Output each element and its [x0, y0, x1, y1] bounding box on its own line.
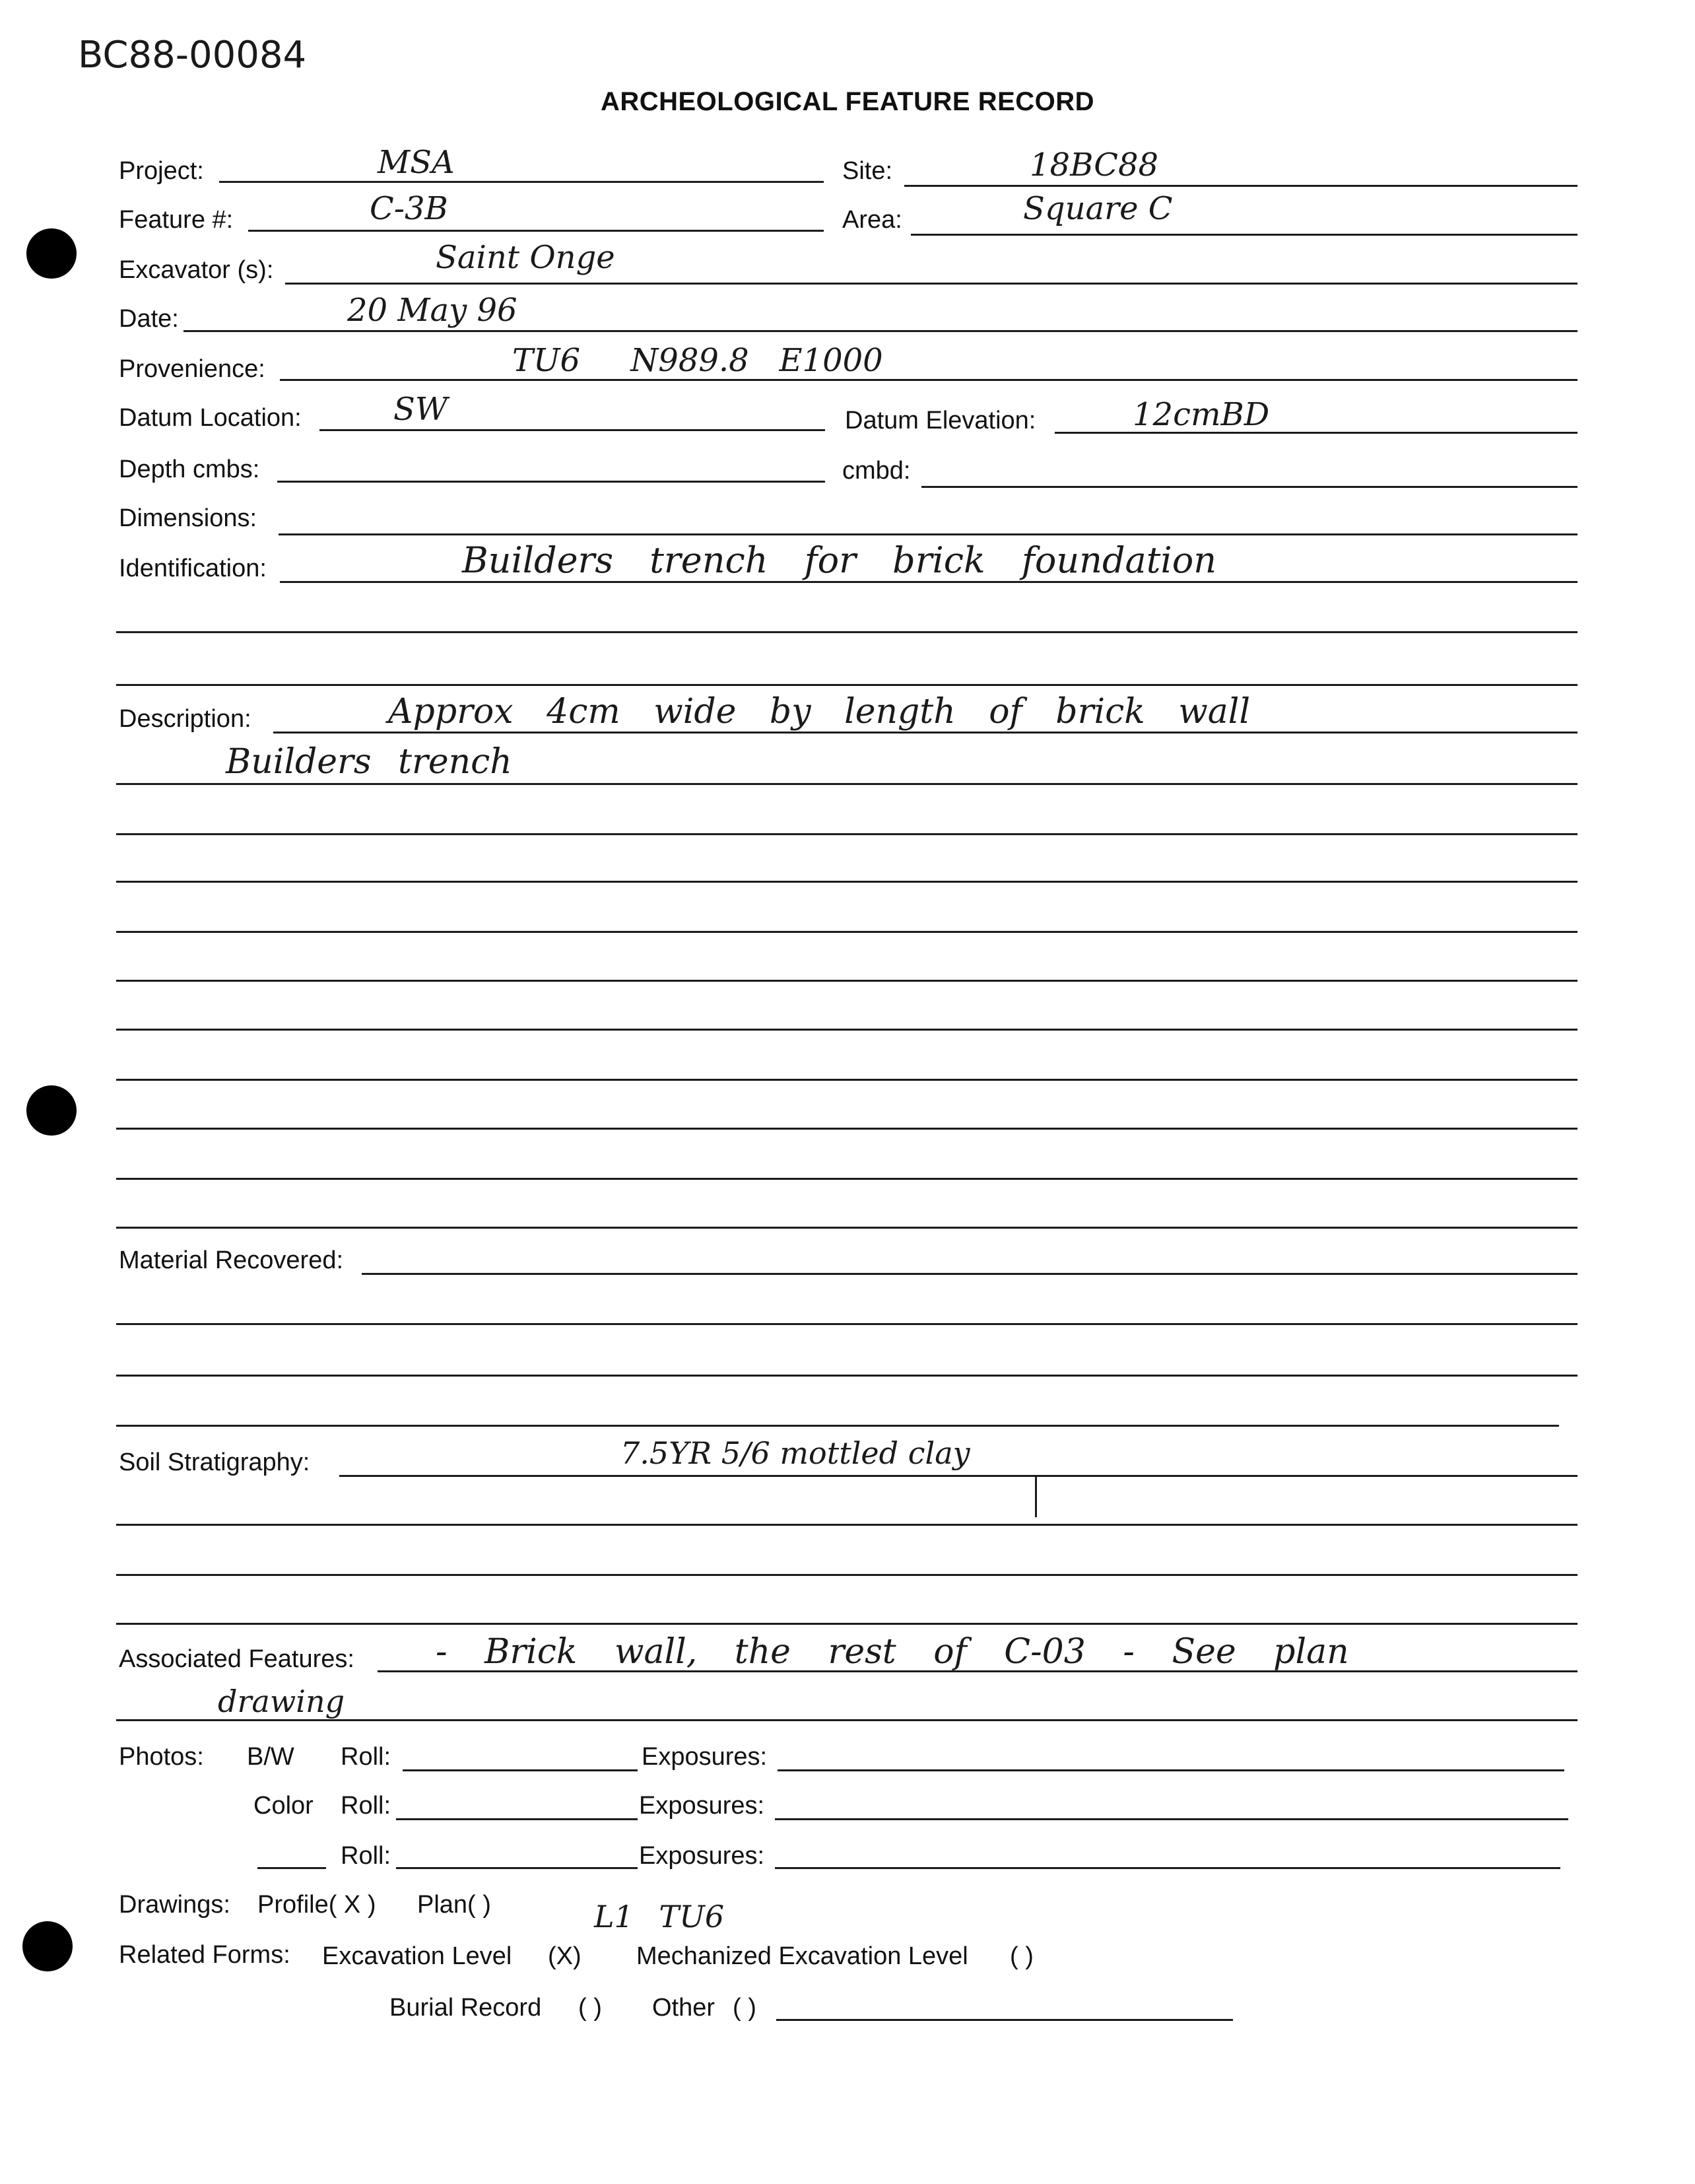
excavator-label: Excavator (s): — [119, 256, 274, 284]
description-extra-line — [116, 1029, 1578, 1031]
site-line — [904, 185, 1578, 187]
photo-bw-roll-label: Roll: — [341, 1743, 391, 1771]
description-extra-line — [116, 783, 1578, 785]
associated-value-line1: - Brick wall, the rest of C-03 - See plan — [436, 1632, 1349, 1672]
photo-other-exposures-label: Exposures: — [639, 1842, 765, 1870]
soil-extra-line — [116, 1574, 1578, 1576]
drawings-note: L1 TU6 — [594, 1899, 725, 1934]
area-value: Square C — [1023, 190, 1173, 227]
drawings-profile: Profile( X ) — [257, 1891, 376, 1919]
description-line — [273, 732, 1578, 734]
identification-extra-line — [116, 631, 1578, 633]
identification-extra-line — [116, 684, 1578, 686]
photo-bw-type: B/W — [247, 1743, 294, 1771]
material-line — [362, 1273, 1578, 1275]
feature-line — [248, 230, 824, 232]
punch-hole-middle — [26, 1085, 77, 1136]
dimensions-label: Dimensions: — [119, 504, 257, 532]
photo-other-exposures-line — [775, 1867, 1560, 1869]
identification-value: Builders trench for brick foundation — [462, 539, 1216, 581]
datum-location-label: Datum Location: — [119, 404, 302, 432]
description-label: Description: — [119, 705, 251, 733]
area-label: Area: — [842, 206, 902, 234]
cmbd-label: cmbd: — [842, 457, 911, 485]
soil-extra-line — [116, 1524, 1578, 1526]
project-value: MSA — [378, 144, 455, 181]
datum-location-line — [319, 429, 825, 431]
associated-extra-line — [116, 1719, 1578, 1721]
related-mechanized-level-mark: ( ) — [1010, 1942, 1034, 1970]
description-value-line2: Builders trench — [226, 742, 512, 782]
date-label: Date: — [119, 305, 179, 333]
material-extra-line — [116, 1323, 1578, 1325]
photo-bw-exposures-line — [778, 1769, 1564, 1771]
document-id: BC88-00084 — [78, 34, 307, 77]
drawings-label: Drawings: — [119, 1891, 230, 1919]
related-other-mark: ( ) — [733, 1994, 756, 2022]
description-extra-line — [116, 1128, 1578, 1130]
provenience-value: TU6 N989.8 E1000 — [512, 342, 883, 379]
datum-elevation-label: Datum Elevation: — [845, 407, 1036, 434]
project-line — [219, 181, 824, 183]
cmbd-line — [921, 486, 1578, 488]
related-excavation-level-mark: (X) — [548, 1942, 582, 1970]
related-other-line — [776, 2019, 1233, 2021]
datum-location-value: SW — [393, 391, 448, 428]
related-other: Other — [652, 1994, 715, 2022]
identification-line — [280, 581, 1578, 583]
description-extra-line — [116, 833, 1578, 835]
depth-line — [277, 481, 825, 483]
punch-hole-bottom — [22, 1921, 73, 1971]
photo-color-roll-line — [396, 1818, 638, 1820]
description-extra-line — [116, 1079, 1578, 1081]
excavator-value: Saint Onge — [436, 239, 615, 276]
description-extra-line — [116, 931, 1578, 933]
soil-label: Soil Stratigraphy: — [119, 1449, 310, 1476]
photo-color-exposures-line — [775, 1818, 1568, 1820]
site-label: Site: — [842, 157, 893, 185]
material-label: Material Recovered: — [119, 1246, 344, 1274]
photo-color-type: Color — [253, 1792, 314, 1820]
photo-other-roll-label: Roll: — [341, 1842, 391, 1870]
depth-label: Depth cmbs: — [119, 456, 260, 483]
photo-other-type-line — [257, 1867, 326, 1869]
provenience-label: Provenience: — [119, 355, 265, 383]
soil-value: 7.5YR 5/6 mottled clay — [620, 1435, 970, 1471]
photo-other-roll-line — [396, 1867, 638, 1869]
date-line — [183, 330, 1578, 332]
photo-color-roll-label: Roll: — [341, 1792, 391, 1820]
area-line — [911, 234, 1578, 236]
associated-label: Associated Features: — [119, 1645, 354, 1673]
drawings-plan: Plan( ) — [417, 1891, 491, 1919]
date-value: 20 May 96 — [347, 292, 517, 329]
photo-bw-exposures-label: Exposures: — [642, 1743, 768, 1771]
description-extra-line — [116, 881, 1578, 883]
identification-label: Identification: — [119, 555, 267, 582]
related-forms-label: Related Forms: — [119, 1941, 290, 1969]
dimensions-line — [279, 533, 1578, 535]
provenience-line — [280, 379, 1578, 381]
soil-extra-line — [116, 1623, 1578, 1625]
associated-value-line2: drawing — [218, 1684, 345, 1719]
site-value: 18BC88 — [1030, 147, 1159, 184]
soil-handwritten-stroke — [1035, 1475, 1037, 1517]
photos-label: Photos: — [119, 1743, 204, 1771]
material-extra-line — [116, 1425, 1559, 1427]
material-extra-line — [116, 1375, 1578, 1377]
description-extra-line — [116, 1227, 1578, 1229]
soil-line — [339, 1475, 1578, 1477]
form-title: ARCHEOLOGICAL FEATURE RECORD — [600, 87, 1095, 116]
related-mechanized-level: Mechanized Excavation Level — [636, 1942, 968, 1970]
related-burial-record-mark: ( ) — [578, 1994, 602, 2022]
related-burial-record: Burial Record — [389, 1994, 542, 2022]
photo-color-exposures-label: Exposures: — [639, 1792, 765, 1820]
feature-value: C-3B — [370, 190, 448, 227]
project-label: Project: — [119, 157, 204, 185]
photo-bw-roll-line — [403, 1769, 638, 1771]
feature-label: Feature #: — [119, 206, 234, 234]
punch-hole-top — [26, 228, 77, 279]
excavator-line — [285, 283, 1578, 285]
datum-elevation-value: 12cmBD — [1133, 396, 1270, 433]
description-extra-line — [116, 1178, 1578, 1180]
description-value-line1: Approx 4cm wide by length of brick wall — [388, 692, 1251, 732]
related-excavation-level: Excavation Level — [322, 1942, 512, 1970]
description-extra-line — [116, 980, 1578, 982]
